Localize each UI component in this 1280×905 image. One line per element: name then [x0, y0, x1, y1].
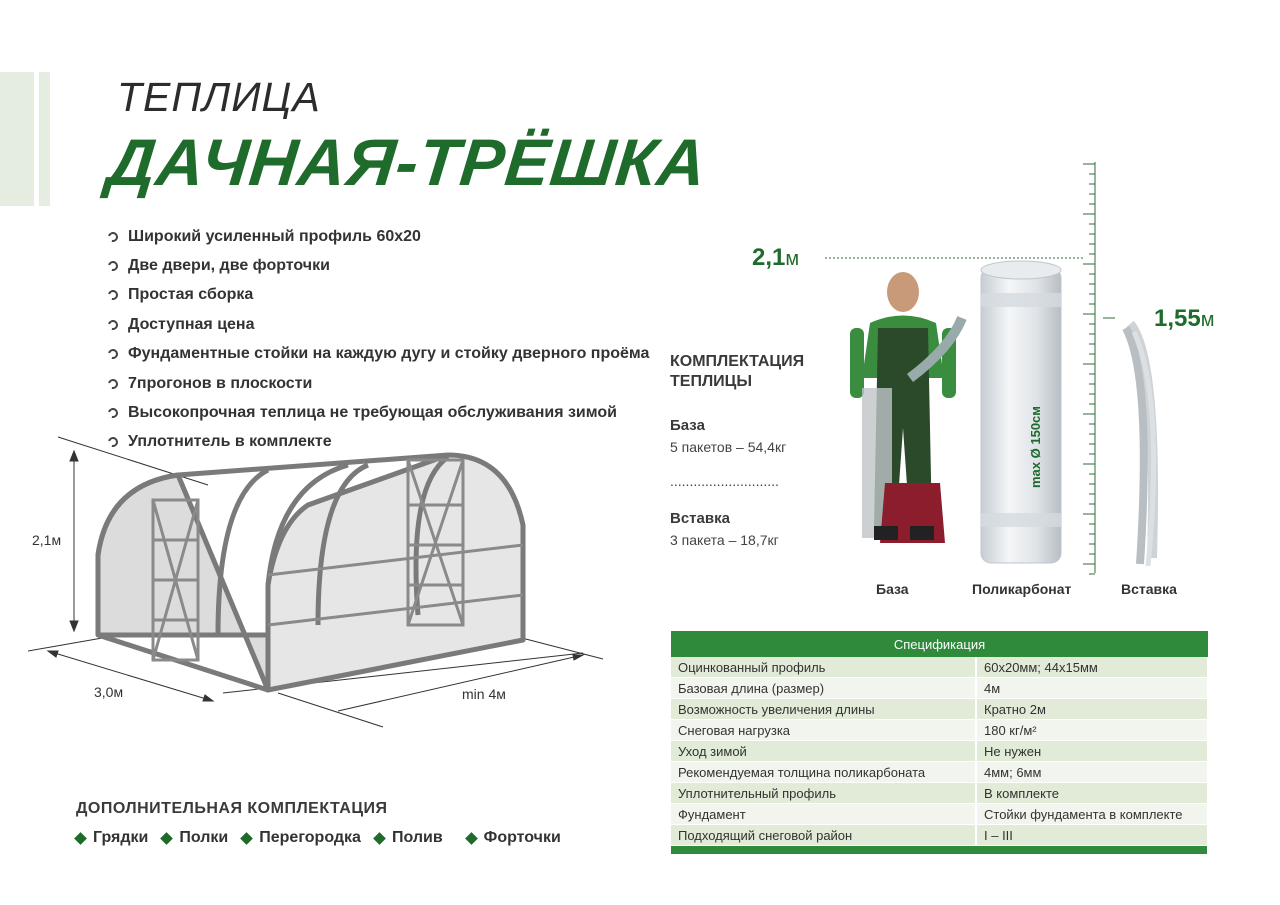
caption-base: База: [876, 581, 909, 597]
decor-stripe-thin: [39, 72, 50, 206]
feature-item: Широкий усиленный профиль 60х20: [108, 222, 649, 251]
extras-list: [76, 829, 561, 847]
table-row: Возможность увеличения длины Кратно 2м: [671, 699, 1208, 720]
height-marker-2: 1,55м: [1154, 305, 1215, 332]
diamond-bullet-icon: [74, 832, 87, 845]
table-row: Фундамент Стойки фундамента в комплекте: [671, 804, 1208, 825]
decor-stripe-wide: [0, 72, 34, 206]
feature-list: [108, 222, 649, 457]
feature-item: Высокопрочная теплица не требующая обслуживания зимой: [108, 398, 649, 427]
feature-item: Две двери, две форточки: [108, 251, 649, 280]
page-subtitle: ТЕПЛИЦА: [117, 74, 321, 120]
table-row: Уплотнительный профиль В комплекте: [671, 783, 1208, 804]
table-row: Рекомендуемая толщина поликарбоната 4мм; 6мм: [671, 762, 1208, 783]
feature-item: 7прогонов в плоскости: [108, 369, 649, 398]
feature-item: Доступная цена: [108, 310, 649, 339]
dimension-length-label: min 4м: [462, 686, 506, 702]
circle-bullet-icon: [106, 289, 120, 303]
dimension-width-label: 3,0м: [94, 684, 124, 700]
extras-item: Полив: [375, 829, 443, 847]
kit-insert-desc: 3 пакета – 18,7кг: [670, 532, 779, 548]
worker-photo: [840, 268, 970, 570]
kit-base-label: База: [670, 417, 705, 434]
circle-bullet-icon: [106, 259, 120, 273]
dimension-height-label: 2,1м: [32, 532, 62, 548]
extras-item: Форточки: [467, 829, 561, 847]
circle-bullet-icon: [106, 377, 120, 391]
table-row: Подходящий снеговой район I – III: [671, 825, 1208, 846]
spec-table-header: Спецификация: [671, 631, 1208, 657]
feature-item: Фундаментные стойки на каждую дугу и стойку дверного проёма: [108, 340, 649, 369]
extras-item: Грядки: [76, 829, 148, 847]
insert-arches-photo: [1118, 318, 1168, 572]
circle-bullet-icon: [106, 406, 120, 420]
polycarbonate-roll: [978, 258, 1064, 572]
diamond-bullet-icon: [373, 832, 386, 845]
diamond-bullet-icon: [465, 832, 478, 845]
height-marker-1: 2,1м: [752, 244, 800, 271]
table-row: Базовая длина (размер) 4м: [671, 678, 1208, 699]
circle-bullet-icon: [106, 347, 120, 361]
table-row: Оцинкованный профиль 60х20мм; 44х15мм: [671, 657, 1208, 678]
spec-table: [671, 631, 1209, 855]
feature-item: Уплотнитель в комплекте: [108, 428, 649, 457]
extras-title: ДОПОЛНИТЕЛЬНАЯ КОМПЛЕКТАЦИЯ: [76, 800, 388, 817]
caption-polycarbonate: Поликарбонат: [972, 581, 1072, 597]
kit-insert-label: Вставка: [670, 510, 730, 527]
page-title: ДАЧНАЯ-ТРЁШКА: [104, 125, 711, 199]
feature-item: Простая сборка: [108, 281, 649, 310]
extras-item: Перегородка: [242, 829, 361, 847]
circle-bullet-icon: [106, 230, 120, 244]
extras-item: Полки: [162, 829, 228, 847]
table-row: Уход зимой Не нужен: [671, 741, 1208, 762]
roll-diameter-label: max Ø 150см: [1028, 406, 1043, 488]
circle-bullet-icon: [106, 318, 120, 332]
kit-title: КОМПЛЕКТАЦИЯ ТЕПЛИЦЫ: [670, 353, 805, 390]
caption-insert: Вставка: [1121, 581, 1177, 597]
kit-separator: ............................: [670, 473, 779, 489]
diamond-bullet-icon: [160, 832, 173, 845]
spec-table-footer-bar: [671, 846, 1208, 855]
diamond-bullet-icon: [240, 832, 253, 845]
table-row: Снеговая нагрузка 180 кг/м²: [671, 720, 1208, 741]
kit-base-desc: 5 пакетов – 54,4кг: [670, 439, 787, 455]
